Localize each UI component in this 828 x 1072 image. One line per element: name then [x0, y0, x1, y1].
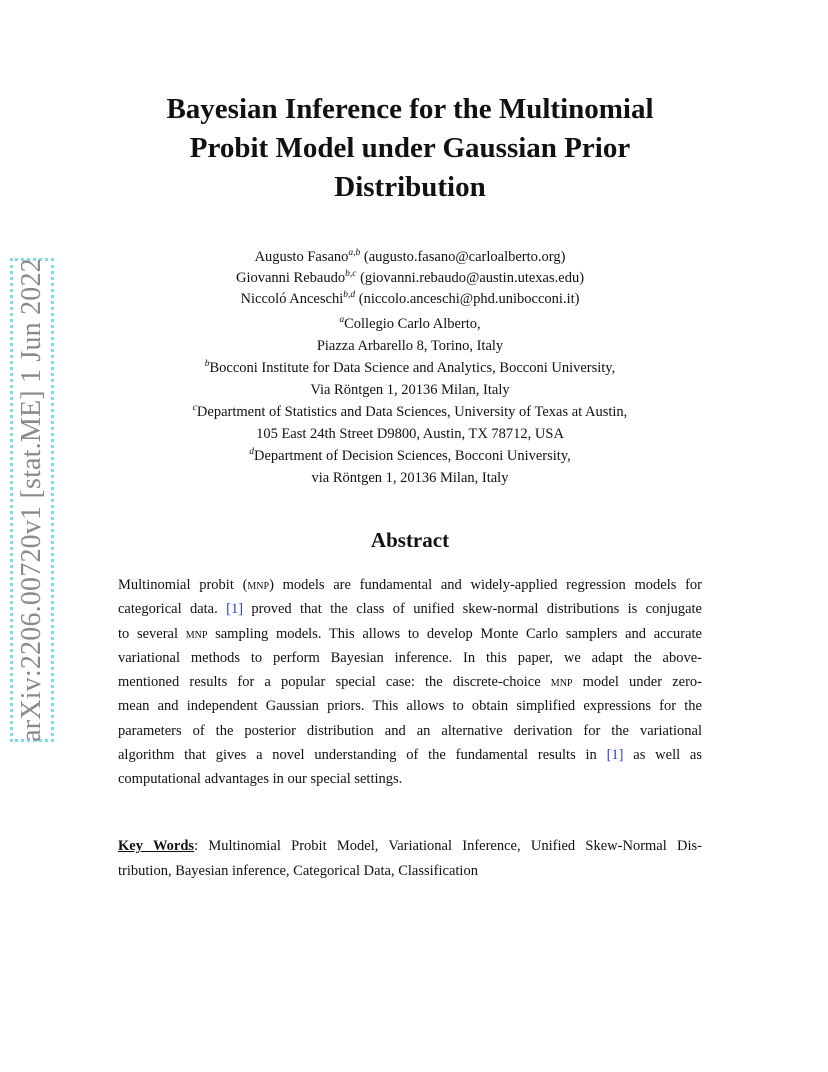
arxiv-sidebar-stamp: [10, 258, 54, 742]
affiliation: [118, 446, 702, 489]
author-email: (augusto.fasano@carloalberto.org): [363, 249, 566, 265]
mnp-acronym: mnp: [247, 578, 270, 593]
author-email: (niccolo.anceschi@phd.unibocconi.it): [358, 291, 580, 307]
keywords-label: Key Words: [118, 838, 195, 854]
abstract-body: [118, 573, 702, 792]
affil-line1: Department of Statistics and Data Sciences, University of Texas at Austin,: [196, 404, 628, 420]
paper-title: [118, 90, 702, 207]
title-line: Probit Model under Gaussian Prior: [189, 132, 631, 164]
abstract-line: to several mnp sampling models. This allows to develop Monte Carlo samplers and accurate: [118, 625, 702, 642]
abstract-line: variational methods to perform Bayesian inference. In this paper, we adapt the above-: [118, 649, 702, 666]
citation-link[interactable]: [1]: [226, 601, 244, 618]
author-line: [118, 247, 702, 268]
keywords-line: tribution, Bayesian inference, Categorical Data, Classification: [118, 863, 478, 879]
title-line: Bayesian Inference for the Multinomial: [166, 93, 654, 125]
keywords-line: Key Words: Multinomial Probit Model, Variational Inference, Unified Skew-Normal Dis-: [118, 838, 703, 854]
title-line: Distribution: [334, 171, 486, 203]
affiliation: [118, 314, 702, 357]
affil-line2: Piazza Arbarello 8, Torino, Italy: [316, 337, 504, 354]
affiliation-list: [118, 314, 702, 489]
affil-marker: a: [339, 315, 345, 326]
abstract-line: algorithm that gives a novel understanding of the fundamental results in [1] as well as: [118, 747, 702, 764]
affil-line2: 105 East 24th Street D9800, Austin, TX 78712, USA: [256, 425, 564, 442]
citation-link[interactable]: [1]: [606, 747, 624, 764]
affil-marker: b: [204, 359, 210, 370]
abstract-line: mentioned results for a popular special case: the discrete-choice mnp model under zero-: [118, 674, 702, 691]
mnp-acronym: mnp: [185, 626, 208, 642]
affil-line1: Department of Decision Sciences, Bocconi University,: [253, 448, 571, 464]
affil-line1: Collegio Carlo Alberto,: [344, 316, 481, 332]
author-affil-marker: b,c: [345, 269, 357, 280]
affiliation: [118, 402, 702, 445]
mnp-acronym: mnp: [550, 675, 573, 691]
affil-line2: Via Röntgen 1, 20136 Milan, Italy: [310, 381, 510, 398]
abstract-line: parameters of the posterior distribution and an alternative derivation for the variational: [118, 722, 702, 739]
author-name: Niccoló Anceschi: [240, 291, 344, 307]
author-name: Augusto Fasano: [254, 249, 349, 265]
abstract-heading: Abstract: [370, 528, 450, 552]
affiliation: [118, 358, 702, 401]
author-list: [118, 247, 702, 310]
author-name: Giovanni Rebaudo: [235, 270, 346, 286]
abstract-line: mean and independent Gaussian priors. This allows to obtain simplified expressions for the: [118, 698, 702, 715]
affil-marker: d: [249, 447, 254, 458]
keywords-section: [118, 834, 702, 884]
affil-line1: Bocconi Institute for Data Science and Analytics, Bocconi University,: [209, 360, 616, 376]
affil-marker: c: [192, 403, 197, 414]
affil-line2: via Röntgen 1, 20136 Milan, Italy: [311, 469, 509, 486]
author-line: [118, 289, 702, 310]
author-line: [118, 268, 702, 289]
author-affil-marker: b,d: [343, 290, 356, 301]
abstract-line: categorical data. [1] proved that the class of unified skew-normal distributions is conjugate: [118, 601, 702, 618]
arxiv-id: arXiv:2206.00720v1 [stat.ME] 1 Jun 2022: [16, 258, 48, 742]
author-affil-marker: a,b: [348, 248, 361, 259]
author-email: (giovanni.rebaudo@austin.utexas.edu): [360, 270, 585, 286]
abstract-line: computational advantages in our special settings.: [118, 771, 403, 788]
abstract-line: Multinomial probit (mnp) models are fundamental and widely-applied regression models for: [118, 577, 702, 593]
